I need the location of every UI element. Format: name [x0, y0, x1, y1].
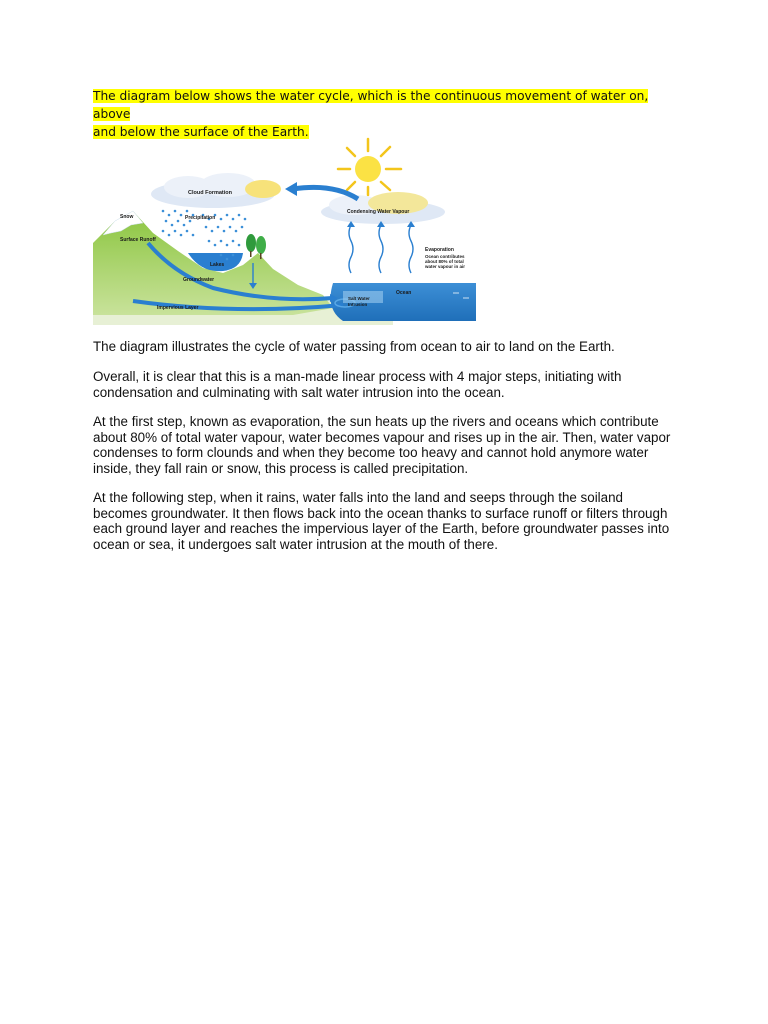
label-salt-water: Salt Water	[348, 296, 370, 301]
label-evaporation: Evaporation	[425, 247, 454, 253]
highlighted-line-1: The diagram below shows the water cycle, which is the continuous movement of water on, above	[93, 89, 649, 121]
tree-1	[246, 234, 256, 252]
paragraph-2: Overall, it is clear that this is a man-made linear process with 4 major steps, initiating with condensation and culminating with salt water intrusion into the ocean.	[93, 369, 622, 400]
highlighted-line-2: and below the surface of the Earth.	[93, 125, 309, 139]
label-ocean-contributes-1: Ocean contributes	[425, 254, 465, 259]
label-ocean-contributes-3: water vapour in air	[425, 264, 466, 269]
paragraph-1: The diagram illustrates the cycle of water passing from ocean to air to land on the Earth.	[93, 339, 615, 354]
condensing-cloud	[321, 192, 445, 224]
label-precipitation: Precipitation	[185, 215, 216, 221]
label-intrusion: Intrusion	[348, 302, 368, 307]
paragraph-4: At the following step, when it rains, water falls into the land and seeps through the soiland becomes groundwater. It then flows back into the ocean thanks to surface runoff or filters through each ground layer and reaches the impervious layer of the Earth, before groundwater passes into ocean or sea, it undergoes salt water intrusion at the mouth of there.	[93, 490, 670, 552]
water-cycle-diagram	[93, 133, 483, 325]
label-groundwater: Groundwater	[183, 277, 215, 283]
label-ocean-contributes-2: about 80% of total	[425, 259, 464, 264]
tree-2	[256, 236, 266, 254]
label-cloud-formation: Cloud Formation	[188, 190, 232, 196]
sun-icon	[338, 139, 401, 195]
label-snow: Snow	[120, 214, 134, 220]
label-surface-runoff: Surface Runoff	[120, 237, 156, 243]
label-ocean: Ocean	[396, 290, 412, 296]
label-condensing: Condensing Water Vapour	[347, 209, 410, 215]
evaporation-arrows	[349, 225, 413, 273]
label-lakes: Lakes	[210, 262, 225, 268]
label-impervious-layer: Impervious Layer	[157, 305, 199, 311]
paragraph-3: At the first step, known as evaporation, the sun heats up the rivers and oceans which contribute about 80% of total water vapour, water becomes vapour and rises up in the air. Then, water vapor condenses to form clounds and when they become too heavy and cannot hold anymore water inside, they fall rain or snow, this process is called precipitation.	[93, 414, 671, 476]
